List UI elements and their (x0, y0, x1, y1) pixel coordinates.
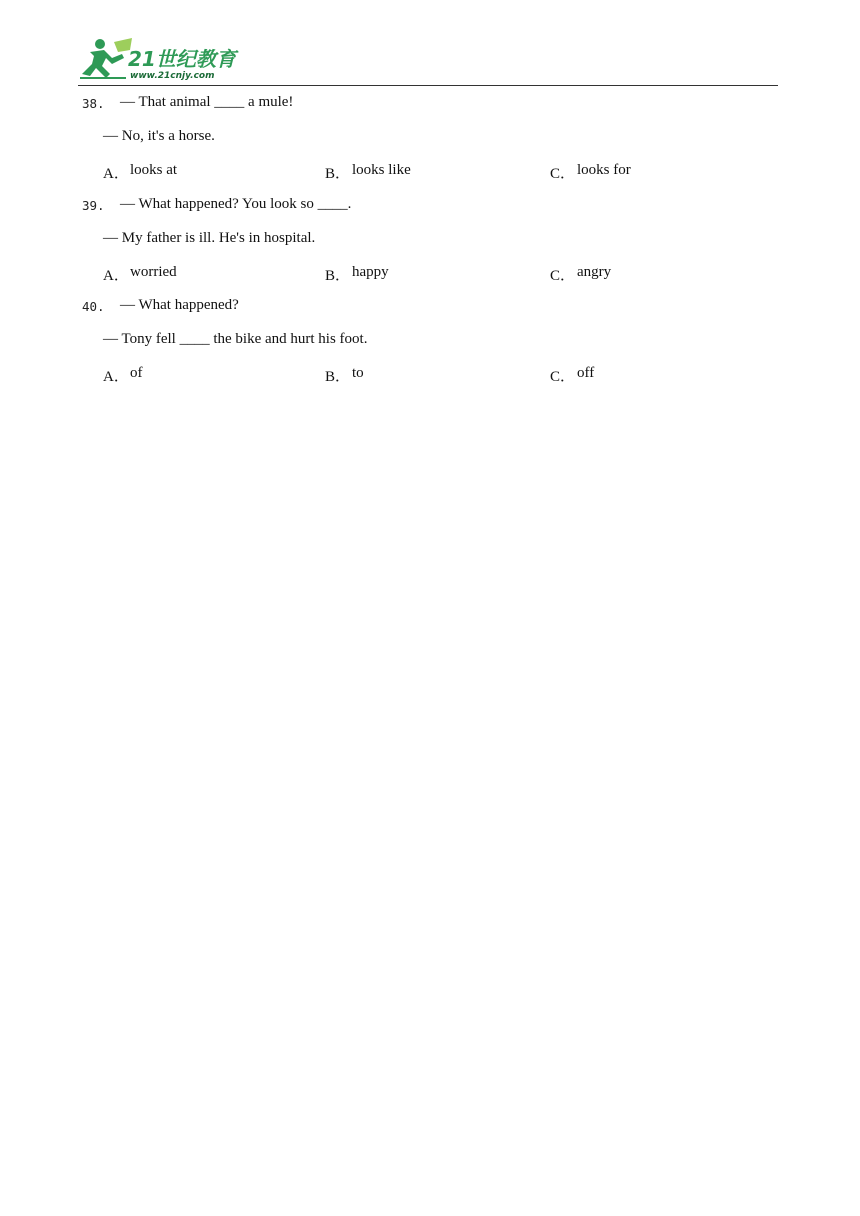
logo-21cnjy (78, 36, 248, 82)
option-letter: B． (325, 369, 351, 385)
option-text: worried (130, 264, 177, 280)
runner-icon (80, 38, 132, 78)
option-text: angry (577, 264, 612, 280)
option-letter: B． (325, 268, 351, 284)
page-header (78, 36, 778, 86)
question-reply: — No, it's a horse. (103, 128, 215, 144)
option-text: off (577, 365, 595, 381)
question-number: 38. (82, 96, 105, 111)
option-letter: C． (550, 268, 576, 284)
logo-text: 21世纪教育 (128, 47, 236, 71)
question-prompt: — What happened? (120, 297, 239, 313)
question-reply: — Tony fell ____ the bike and hurt his foot. (103, 331, 368, 347)
option-letter: A． (103, 369, 129, 385)
question-number: 40. (82, 299, 105, 314)
option-letter: C． (550, 369, 576, 385)
option-letter: C． (550, 166, 576, 182)
header-rule (78, 85, 778, 86)
question-prompt: — That animal ____ a mule! (120, 94, 294, 110)
option-letter: A． (103, 166, 129, 182)
option-letter: A． (103, 268, 129, 284)
question-reply: — My father is ill. He's in hospital. (103, 230, 316, 246)
option-text: looks like (352, 162, 411, 178)
logo-url-text: www.21cnjy.com (130, 71, 215, 81)
option-letter: B． (325, 166, 351, 182)
question-prompt: — What happened? You look so ____. (120, 196, 352, 212)
option-text: of (130, 365, 143, 381)
option-text: to (352, 365, 364, 381)
option-text: looks at (130, 162, 178, 178)
question-number: 39. (82, 198, 105, 213)
option-text: happy (352, 264, 389, 280)
option-text: looks for (577, 162, 631, 178)
